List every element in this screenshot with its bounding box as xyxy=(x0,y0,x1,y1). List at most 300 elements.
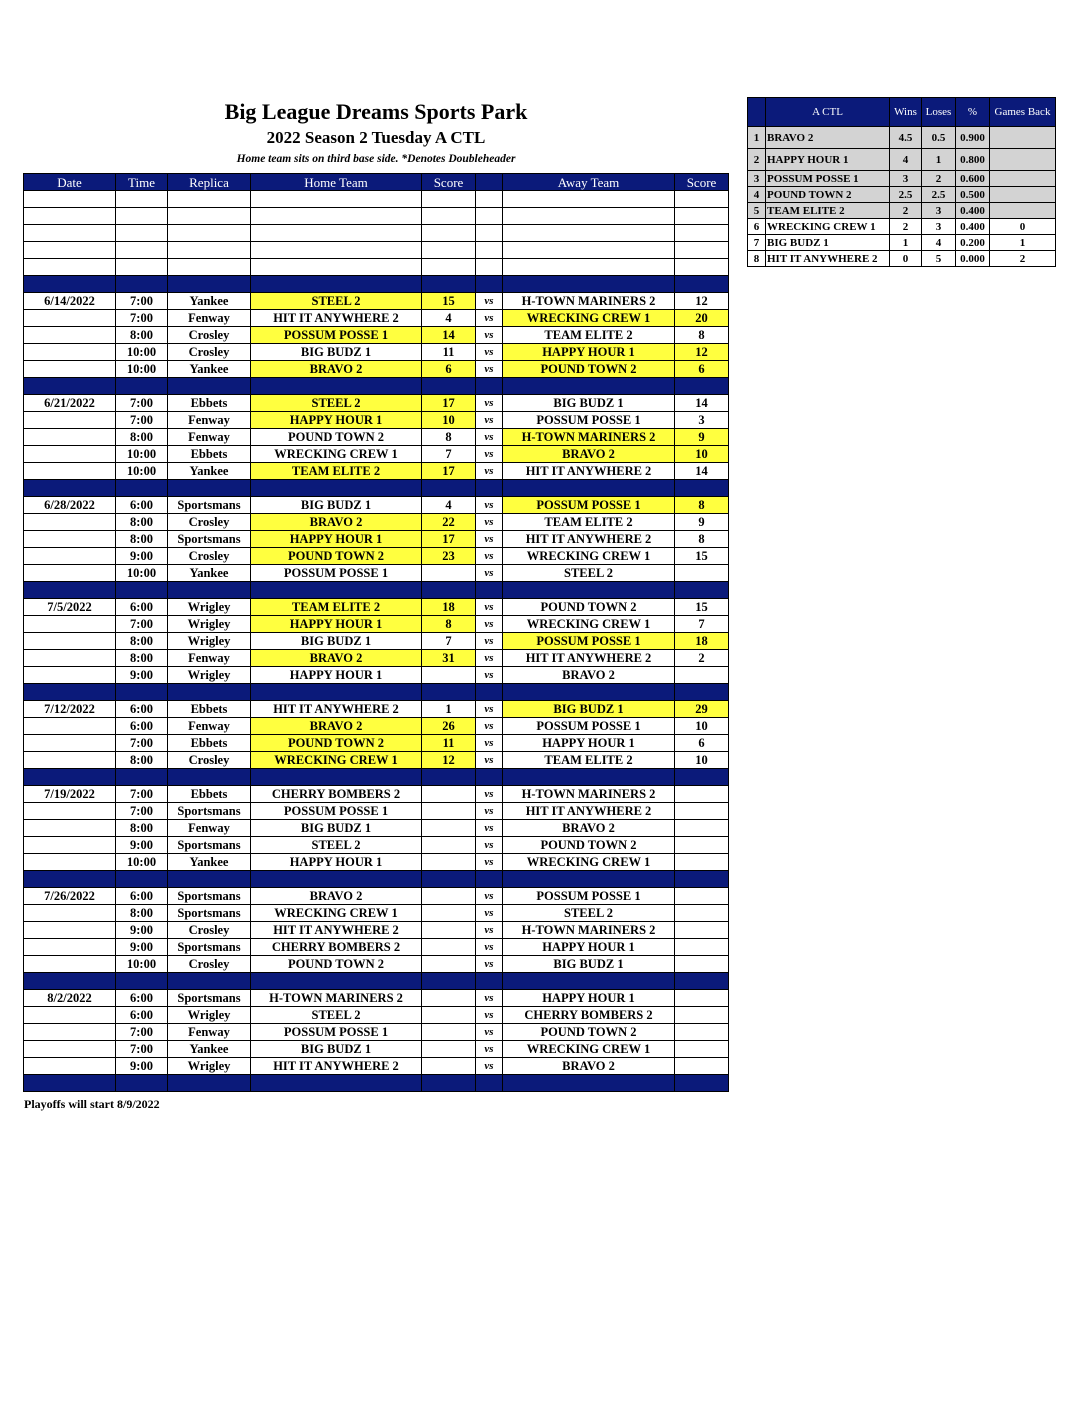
game-time: 7:00 xyxy=(116,803,168,820)
standings-row xyxy=(748,127,1056,149)
away-score: 6 xyxy=(675,735,729,752)
vs-label: vs xyxy=(476,599,503,616)
game-row xyxy=(24,803,729,820)
separator-cell xyxy=(422,973,476,990)
standings-wins: 2.5 xyxy=(890,187,922,203)
separator-cell xyxy=(168,1075,251,1092)
standings-team: WRECKING CREW 1 xyxy=(766,219,890,235)
home-team xyxy=(251,191,422,208)
game-time: 6:00 xyxy=(116,1007,168,1024)
separator-cell xyxy=(251,973,422,990)
separator-cell xyxy=(116,1075,168,1092)
vs-label: vs xyxy=(476,446,503,463)
page-note: Home team sits on third base side. *Denotes Doubleheader xyxy=(236,153,516,165)
away-score: 8 xyxy=(675,497,729,514)
away-team: HIT IT ANYWHERE 2 xyxy=(503,803,675,820)
separator-cell xyxy=(24,684,116,701)
standings-pct: 0.000 xyxy=(956,251,990,267)
separator-cell xyxy=(503,582,675,599)
away-score xyxy=(675,854,729,871)
away-team: POSSUM POSSE 1 xyxy=(503,633,675,650)
away-score: 7 xyxy=(675,616,729,633)
separator-cell xyxy=(24,1075,116,1092)
separator-cell xyxy=(251,480,422,497)
game-row xyxy=(24,616,729,633)
home-score xyxy=(422,1041,476,1058)
separator-cell xyxy=(476,1075,503,1092)
game-date xyxy=(24,531,116,548)
standings-pct: 0.200 xyxy=(956,235,990,251)
game-time: 6:00 xyxy=(116,990,168,1007)
away-team: H-TOWN MARINERS 2 xyxy=(503,922,675,939)
vs-label: vs xyxy=(476,548,503,565)
home-team xyxy=(251,242,422,259)
home-score xyxy=(422,854,476,871)
standings-table xyxy=(747,97,1056,267)
home-team: HIT IT ANYWHERE 2 xyxy=(251,922,422,939)
game-field: Crosley xyxy=(168,344,251,361)
home-score: 15 xyxy=(422,293,476,310)
home-score: 10 xyxy=(422,412,476,429)
away-score xyxy=(675,242,729,259)
home-score: 8 xyxy=(422,616,476,633)
home-score: 23 xyxy=(422,548,476,565)
separator-cell xyxy=(251,871,422,888)
away-team xyxy=(503,259,675,276)
home-score xyxy=(422,837,476,854)
game-date xyxy=(24,837,116,854)
game-date xyxy=(24,718,116,735)
game-date xyxy=(24,191,116,208)
game-row xyxy=(24,633,729,650)
game-time: 6:00 xyxy=(116,718,168,735)
game-date xyxy=(24,939,116,956)
game-date xyxy=(24,242,116,259)
standings-body xyxy=(748,127,1056,267)
vs-label: vs xyxy=(476,497,503,514)
home-score: 26 xyxy=(422,718,476,735)
home-team: TEAM ELITE 2 xyxy=(251,463,422,480)
separator-cell xyxy=(503,276,675,293)
home-score: 4 xyxy=(422,310,476,327)
game-field: Sportsmans xyxy=(168,990,251,1007)
game-row xyxy=(24,786,729,803)
game-field: Wrigley xyxy=(168,616,251,633)
game-time xyxy=(116,259,168,276)
away-score: 14 xyxy=(675,463,729,480)
game-row xyxy=(24,888,729,905)
separator-cell xyxy=(503,684,675,701)
game-row xyxy=(24,242,729,259)
away-team: TEAM ELITE 2 xyxy=(503,752,675,769)
away-team xyxy=(503,242,675,259)
game-date xyxy=(24,225,116,242)
away-score xyxy=(675,225,729,242)
separator-cell xyxy=(251,769,422,786)
separator-cell xyxy=(24,871,116,888)
vs-label: vs xyxy=(476,803,503,820)
game-time: 10:00 xyxy=(116,956,168,973)
home-score: 18 xyxy=(422,599,476,616)
away-score xyxy=(675,905,729,922)
home-score: 4 xyxy=(422,497,476,514)
game-date xyxy=(24,327,116,344)
vs-label: vs xyxy=(476,718,503,735)
separator-cell xyxy=(476,378,503,395)
standings-pct: 0.800 xyxy=(956,149,990,171)
away-team: POSSUM POSSE 1 xyxy=(503,718,675,735)
home-score: 17 xyxy=(422,531,476,548)
standings-games-back xyxy=(990,127,1056,149)
game-time: 10:00 xyxy=(116,565,168,582)
vs-label: vs xyxy=(476,752,503,769)
game-date xyxy=(24,650,116,667)
game-row xyxy=(24,922,729,939)
away-team: BRAVO 2 xyxy=(503,446,675,463)
col-home-score: Score xyxy=(422,174,476,191)
game-field: Crosley xyxy=(168,548,251,565)
home-team: CHERRY BOMBERS 2 xyxy=(251,939,422,956)
vs-label: vs xyxy=(476,514,503,531)
home-team: BIG BUDZ 1 xyxy=(251,344,422,361)
home-team: POSSUM POSSE 1 xyxy=(251,327,422,344)
separator-cell xyxy=(422,871,476,888)
standings-rank: 4 xyxy=(748,187,766,203)
away-team: BIG BUDZ 1 xyxy=(503,701,675,718)
away-team: HIT IT ANYWHERE 2 xyxy=(503,531,675,548)
page-title: Big League Dreams Sports Park xyxy=(224,99,528,124)
game-field: Yankee xyxy=(168,361,251,378)
game-date: 7/19/2022 xyxy=(24,786,116,803)
away-team: WRECKING CREW 1 xyxy=(503,1041,675,1058)
game-time: 7:00 xyxy=(116,310,168,327)
game-row xyxy=(24,905,729,922)
separator-cell xyxy=(503,480,675,497)
game-date xyxy=(24,548,116,565)
game-time: 7:00 xyxy=(116,616,168,633)
game-date xyxy=(24,259,116,276)
game-row xyxy=(24,990,729,1007)
game-date xyxy=(24,667,116,684)
game-row xyxy=(24,548,729,565)
game-field: Fenway xyxy=(168,650,251,667)
home-team: H-TOWN MARINERS 2 xyxy=(251,990,422,1007)
separator-cell xyxy=(116,769,168,786)
separator-cell xyxy=(24,973,116,990)
vs-label: vs xyxy=(476,922,503,939)
game-date xyxy=(24,633,116,650)
away-score: 3 xyxy=(675,412,729,429)
game-field: Crosley xyxy=(168,956,251,973)
separator-cell xyxy=(675,1075,729,1092)
game-field: Sportsmans xyxy=(168,803,251,820)
home-team: STEEL 2 xyxy=(251,1007,422,1024)
standings-col-rank xyxy=(748,98,766,127)
separator-cell xyxy=(675,871,729,888)
game-time: 8:00 xyxy=(116,514,168,531)
game-field: Sportsmans xyxy=(168,939,251,956)
away-team: POSSUM POSSE 1 xyxy=(503,497,675,514)
separator-cell xyxy=(168,973,251,990)
away-score: 15 xyxy=(675,599,729,616)
vs-label: vs xyxy=(476,616,503,633)
game-field: Yankee xyxy=(168,565,251,582)
home-score: 12 xyxy=(422,752,476,769)
home-team: STEEL 2 xyxy=(251,293,422,310)
game-field: Yankee xyxy=(168,463,251,480)
game-date: 6/14/2022 xyxy=(24,293,116,310)
home-score xyxy=(422,259,476,276)
game-row xyxy=(24,361,729,378)
game-field xyxy=(168,259,251,276)
col-away-team: Away Team xyxy=(503,174,675,191)
away-team: TEAM ELITE 2 xyxy=(503,327,675,344)
away-score xyxy=(675,208,729,225)
away-team: POUND TOWN 2 xyxy=(503,361,675,378)
game-time: 8:00 xyxy=(116,429,168,446)
game-date: 6/21/2022 xyxy=(24,395,116,412)
separator-cell xyxy=(168,684,251,701)
game-row xyxy=(24,735,729,752)
vs-label: vs xyxy=(476,735,503,752)
away-team: HAPPY HOUR 1 xyxy=(503,939,675,956)
vs-label xyxy=(476,225,503,242)
home-team: BRAVO 2 xyxy=(251,888,422,905)
away-score xyxy=(675,820,729,837)
vs-label: vs xyxy=(476,939,503,956)
game-time: 8:00 xyxy=(116,531,168,548)
vs-label: vs xyxy=(476,1024,503,1041)
standings-team: POSSUM POSSE 1 xyxy=(766,171,890,187)
game-time: 7:00 xyxy=(116,412,168,429)
standings-row xyxy=(748,187,1056,203)
game-time: 10:00 xyxy=(116,361,168,378)
away-score xyxy=(675,786,729,803)
separator-cell xyxy=(168,871,251,888)
home-team: POSSUM POSSE 1 xyxy=(251,1024,422,1041)
home-score xyxy=(422,786,476,803)
separator-cell xyxy=(476,871,503,888)
home-team: POUND TOWN 2 xyxy=(251,548,422,565)
separator-cell xyxy=(476,973,503,990)
home-team: BRAVO 2 xyxy=(251,718,422,735)
home-score: 17 xyxy=(422,463,476,480)
game-field: Ebbets xyxy=(168,701,251,718)
home-team: HAPPY HOUR 1 xyxy=(251,412,422,429)
game-field: Fenway xyxy=(168,820,251,837)
away-score: 10 xyxy=(675,446,729,463)
standings-row xyxy=(748,251,1056,267)
home-team xyxy=(251,225,422,242)
schedule-body xyxy=(24,191,729,1092)
game-row xyxy=(24,327,729,344)
game-row xyxy=(24,939,729,956)
game-field: Sportsmans xyxy=(168,837,251,854)
standings-rank: 7 xyxy=(748,235,766,251)
vs-label: vs xyxy=(476,820,503,837)
game-time xyxy=(116,191,168,208)
vs-label: vs xyxy=(476,361,503,378)
separator-cell xyxy=(476,276,503,293)
away-score xyxy=(675,191,729,208)
standings-row xyxy=(748,203,1056,219)
standings-rank: 2 xyxy=(748,149,766,171)
home-team: POUND TOWN 2 xyxy=(251,956,422,973)
game-time: 9:00 xyxy=(116,667,168,684)
game-row xyxy=(24,310,729,327)
separator-cell xyxy=(24,378,116,395)
away-team: WRECKING CREW 1 xyxy=(503,854,675,871)
home-team: CHERRY BOMBERS 2 xyxy=(251,786,422,803)
away-team: WRECKING CREW 1 xyxy=(503,310,675,327)
game-time: 10:00 xyxy=(116,854,168,871)
game-date xyxy=(24,208,116,225)
separator-cell xyxy=(503,769,675,786)
vs-label: vs xyxy=(476,1041,503,1058)
separator-cell xyxy=(116,871,168,888)
away-team: HAPPY HOUR 1 xyxy=(503,990,675,1007)
separator-cell xyxy=(116,378,168,395)
standings-team: BIG BUDZ 1 xyxy=(766,235,890,251)
home-score xyxy=(422,225,476,242)
game-field: Wrigley xyxy=(168,633,251,650)
separator-cell xyxy=(24,480,116,497)
game-row xyxy=(24,650,729,667)
home-score: 6 xyxy=(422,361,476,378)
playoffs-note: Playoffs will start 8/9/2022 xyxy=(24,1097,160,1111)
game-row xyxy=(24,1007,729,1024)
col-replica: Replica xyxy=(168,174,251,191)
game-date xyxy=(24,565,116,582)
home-team: TEAM ELITE 2 xyxy=(251,599,422,616)
separator-cell xyxy=(168,582,251,599)
home-score xyxy=(422,922,476,939)
home-team: STEEL 2 xyxy=(251,837,422,854)
home-team xyxy=(251,208,422,225)
separator-cell xyxy=(675,480,729,497)
home-score: 22 xyxy=(422,514,476,531)
away-score: 8 xyxy=(675,327,729,344)
away-team: HAPPY HOUR 1 xyxy=(503,735,675,752)
home-score: 17 xyxy=(422,395,476,412)
separator-cell xyxy=(422,684,476,701)
game-time: 7:00 xyxy=(116,735,168,752)
vs-label: vs xyxy=(476,565,503,582)
standings-games-back xyxy=(990,203,1056,219)
game-field: Ebbets xyxy=(168,786,251,803)
separator-cell xyxy=(675,378,729,395)
home-team: WRECKING CREW 1 xyxy=(251,752,422,769)
game-time xyxy=(116,242,168,259)
home-team: WRECKING CREW 1 xyxy=(251,446,422,463)
week-separator xyxy=(24,973,729,990)
away-score: 2 xyxy=(675,650,729,667)
standings-team: TEAM ELITE 2 xyxy=(766,203,890,219)
col-vs xyxy=(476,174,503,191)
home-score xyxy=(422,820,476,837)
away-team: WRECKING CREW 1 xyxy=(503,616,675,633)
week-separator xyxy=(24,684,729,701)
game-row xyxy=(24,191,729,208)
vs-label: vs xyxy=(476,344,503,361)
game-time xyxy=(116,208,168,225)
vs-label: vs xyxy=(476,463,503,480)
week-separator xyxy=(24,276,729,293)
week-separator xyxy=(24,480,729,497)
game-time: 6:00 xyxy=(116,599,168,616)
game-row xyxy=(24,1058,729,1075)
away-team: HIT IT ANYWHERE 2 xyxy=(503,463,675,480)
game-row xyxy=(24,259,729,276)
standings-games-back xyxy=(990,149,1056,171)
game-row xyxy=(24,599,729,616)
away-team: POUND TOWN 2 xyxy=(503,1024,675,1041)
away-score: 14 xyxy=(675,395,729,412)
separator-cell xyxy=(675,582,729,599)
game-row xyxy=(24,820,729,837)
home-score xyxy=(422,565,476,582)
away-score: 15 xyxy=(675,548,729,565)
standings-pct: 0.500 xyxy=(956,187,990,203)
vs-label: vs xyxy=(476,327,503,344)
away-team: BIG BUDZ 1 xyxy=(503,395,675,412)
game-date xyxy=(24,1024,116,1041)
game-row xyxy=(24,344,729,361)
home-team: STEEL 2 xyxy=(251,395,422,412)
away-team: HIT IT ANYWHERE 2 xyxy=(503,650,675,667)
separator-cell xyxy=(116,973,168,990)
game-date xyxy=(24,922,116,939)
week-separator xyxy=(24,582,729,599)
away-team: BRAVO 2 xyxy=(503,820,675,837)
home-score xyxy=(422,905,476,922)
game-field: Yankee xyxy=(168,854,251,871)
game-row xyxy=(24,463,729,480)
standings-wins: 0 xyxy=(890,251,922,267)
schedule-table xyxy=(23,173,729,1092)
home-score xyxy=(422,1007,476,1024)
game-row xyxy=(24,514,729,531)
vs-label: vs xyxy=(476,531,503,548)
game-field: Sportsmans xyxy=(168,905,251,922)
week-separator xyxy=(24,378,729,395)
standings-games-back xyxy=(990,187,1056,203)
home-score xyxy=(422,242,476,259)
game-time: 9:00 xyxy=(116,922,168,939)
away-team xyxy=(503,225,675,242)
game-time: 8:00 xyxy=(116,327,168,344)
standings-team: BRAVO 2 xyxy=(766,127,890,149)
separator-cell xyxy=(503,378,675,395)
game-field: Fenway xyxy=(168,412,251,429)
separator-cell xyxy=(24,769,116,786)
game-field: Crosley xyxy=(168,327,251,344)
separator-cell xyxy=(116,582,168,599)
vs-label: vs xyxy=(476,429,503,446)
standings-loses: 4 xyxy=(922,235,956,251)
standings-games-back xyxy=(990,171,1056,187)
separator-cell xyxy=(503,871,675,888)
game-field: Sportsmans xyxy=(168,888,251,905)
game-time: 7:00 xyxy=(116,1041,168,1058)
game-field: Ebbets xyxy=(168,735,251,752)
away-team xyxy=(503,208,675,225)
home-score xyxy=(422,990,476,1007)
game-date: 7/26/2022 xyxy=(24,888,116,905)
col-date: Date xyxy=(24,174,116,191)
standings-row xyxy=(748,149,1056,171)
col-home-team: Home Team xyxy=(251,174,422,191)
